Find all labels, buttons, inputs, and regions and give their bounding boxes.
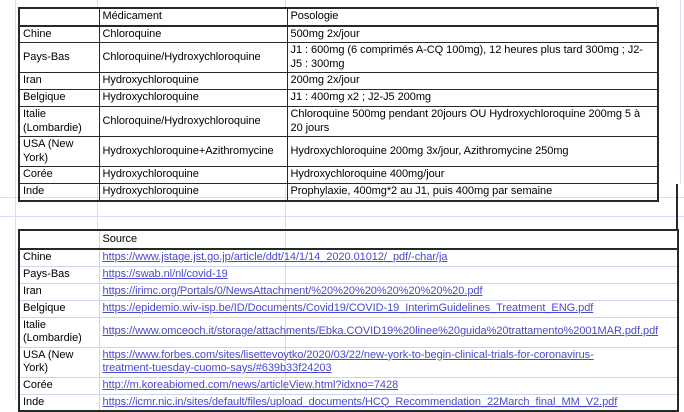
posologie-cell: 200mg 2x/jour	[287, 73, 658, 90]
source-row	[19, 300, 678, 317]
gridline	[97, 0, 98, 7]
medicament-cell: Chloroquine/Hydroxychloroquine	[99, 43, 287, 73]
source-row	[19, 377, 678, 394]
country-cell: Iran	[19, 73, 99, 90]
source-row	[19, 317, 678, 347]
medicament-cell: Chloroquine	[99, 26, 287, 43]
source-link[interactable]: https://irimc.org/Portals/0/NewsAttachment/%20%20%20%20%20%20%20.pdf	[102, 284, 483, 297]
country-cell: Iran	[19, 283, 99, 300]
treatment-table	[18, 7, 659, 202]
url-cell	[99, 283, 678, 300]
medicament-cell: Hydroxychloroquine+Azithromycine	[99, 137, 287, 167]
source-link[interactable]: https://www.jstage.jst.go.jp/article/ddt/14/1/14_2020.01012/_pdf/-char/ja	[102, 251, 448, 263]
gridline	[676, 184, 678, 230]
source-header: Source	[99, 230, 678, 249]
source-link[interactable]: https://epidemio.wiv-isp.be/ID/Documents/Covid19/COVID-19_InterimGuidelines_Treatment_ENG.pdf	[102, 301, 594, 314]
url-cell	[99, 249, 678, 266]
url-cell	[99, 377, 678, 394]
url-cell	[99, 266, 678, 283]
medicament-header: Médicament	[99, 8, 287, 26]
country-cell: Belgique	[19, 90, 99, 107]
medicament-cell: Hydroxychloroquine	[99, 90, 287, 107]
source-row	[19, 394, 678, 411]
medicament-cell: Hydroxychloroquine	[99, 184, 287, 201]
source-row	[19, 347, 678, 377]
gridline	[680, 0, 681, 184]
medicament-cell: Chloroquine/Hydroxychloroquine	[99, 107, 287, 137]
country-cell: Corée	[19, 167, 99, 184]
source-link[interactable]: https://icmr.nic.in/sites/default/files/upload_documents/HCQ_Recommendation_22March_final_MM_V2.pdf	[102, 395, 618, 408]
source-row	[19, 266, 678, 283]
corner-cell	[19, 8, 99, 26]
country-cell: Chine	[19, 26, 99, 43]
medicament-cell: Hydroxychloroquine	[99, 73, 287, 90]
url-cell	[99, 300, 678, 317]
gridline	[656, 0, 657, 7]
country-cell: Inde	[19, 184, 99, 201]
posologie-cell: Prophylaxie, 400mg*2 au J1, puis 400mg par semaine	[287, 184, 658, 201]
country-cell: Corée	[19, 377, 99, 394]
table-row	[19, 107, 658, 137]
posologie-header: Posologie	[287, 8, 658, 26]
source-link[interactable]: https://www.omceoch.it/storage/attachments/Ebka.COVID19%20linee%20guida%20trattamento%2001MAR.pdf.pdf	[102, 325, 659, 338]
table-row	[19, 73, 658, 90]
posologie-cell: Hydroxychloroquine 200mg 3x/jour, Azithromycine 250mg	[287, 137, 658, 167]
medicament-cell: Hydroxychloroquine	[99, 167, 287, 184]
country-cell: Inde	[19, 394, 99, 411]
country-cell: USA (New York)	[19, 137, 99, 167]
posologie-cell: J1 : 600mg (6 comprimés A-CQ 100mg), 12 heures plus tard 300mg ; J2-J5 : 300mg	[287, 43, 658, 73]
table-header-row	[19, 8, 658, 26]
country-cell: Italie (Lombardie)	[19, 107, 99, 137]
posologie-cell: Chloroquine 500mg pendant 20jours OU Hydroxychloroquine 200mg 5 à 20 jours	[287, 107, 658, 137]
table-row	[19, 184, 658, 201]
source-header-row	[19, 230, 678, 249]
source-link[interactable]: https://www.forbes.com/sites/lisettevoytko/2020/03/22/new-york-to-begin-clinical-trials-for-coronavirus-treatment-tuesday-cuomo-says/#639b33f24203	[102, 348, 594, 374]
url-cell	[99, 394, 678, 411]
url-cell	[99, 317, 678, 347]
country-cell: Belgique	[19, 300, 99, 317]
country-cell: USA (New York)	[19, 347, 99, 377]
source-row	[19, 283, 678, 300]
gridline	[0, 216, 684, 217]
source-link[interactable]: https://swab.nl/nl/covid-19	[102, 267, 228, 280]
posologie-cell: Hydroxychloroquine 400mg/jour	[287, 167, 658, 184]
source-link[interactable]: http://m.koreabiomed.com/news/articleView.html?idxno=7428	[102, 378, 399, 391]
table-row	[19, 137, 658, 167]
source-row	[19, 249, 678, 266]
url-cell	[99, 347, 678, 377]
table-row	[19, 26, 658, 43]
table-row	[19, 43, 658, 73]
posologie-cell: 500mg 2x/jour	[287, 26, 658, 43]
posologie-cell: J1 : 400mg x2 ; J2-J5 200mg	[287, 90, 658, 107]
country-cell: Italie (Lombardie)	[19, 317, 99, 347]
country-cell: Chine	[19, 249, 99, 266]
table-row	[19, 90, 658, 107]
country-cell: Pays-Bas	[19, 43, 99, 73]
corner-cell	[19, 230, 99, 249]
source-table	[18, 229, 679, 412]
gridline	[15, 0, 16, 400]
country-cell: Pays-Bas	[19, 266, 99, 283]
gridline	[285, 0, 286, 7]
table-row	[19, 167, 658, 184]
